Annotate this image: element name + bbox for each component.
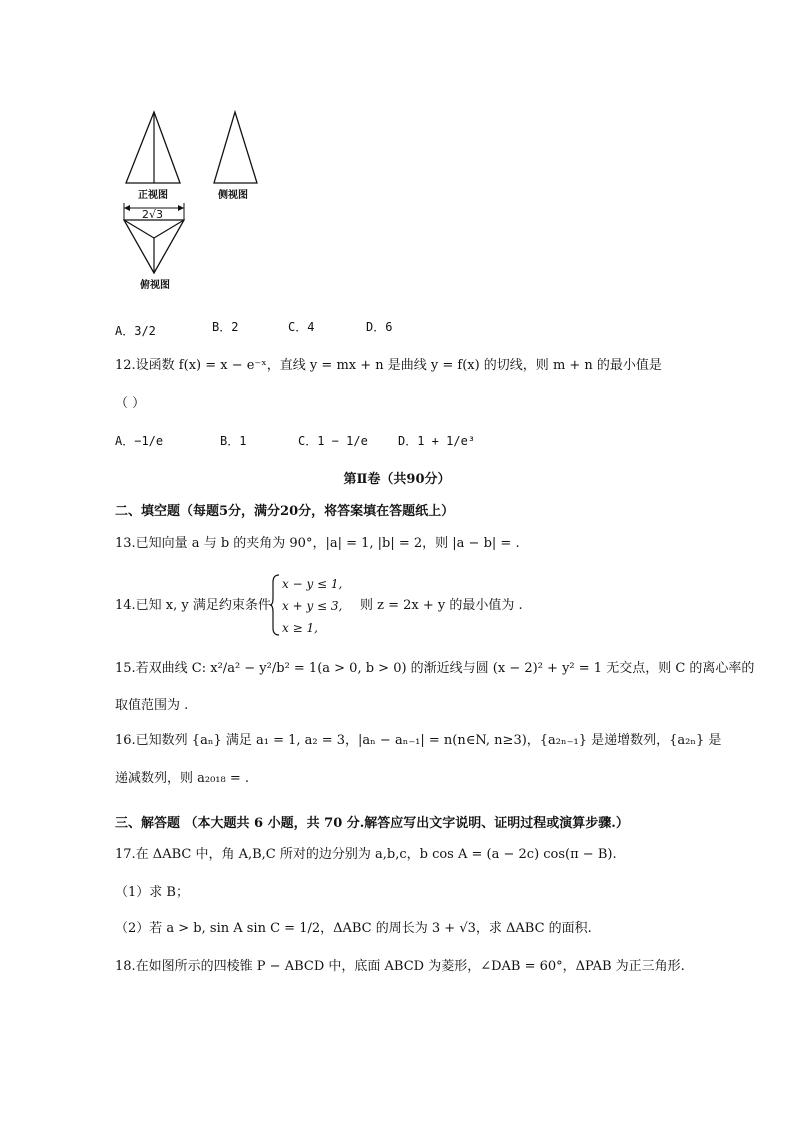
q11-option-d: D．6: [366, 320, 393, 334]
dimension-arrow-right: [178, 205, 184, 211]
section2-heading: 二、填空题（每题5分，满分20分，将答案填在答题纸上）: [115, 504, 455, 519]
q12-option-a: A．−1/e: [115, 434, 164, 448]
side-view-triangle: [214, 112, 257, 183]
q12-option-d: D．1 + 1/e³: [398, 434, 476, 448]
q12-paren: （ ）: [115, 396, 146, 411]
dimension-label: 2√3: [142, 208, 164, 221]
front-view-triangle: [126, 112, 180, 183]
part2-title: 第Ⅱ卷（共90分）: [343, 472, 451, 487]
q14-suffix: 则 z = 2x + y 的最小值为 .: [360, 598, 523, 613]
q12-option-b: B．1: [220, 434, 247, 448]
q15-line1: 15.若双曲线 C: x²/a² − y²/b² = 1(a > 0, b > 0) 的渐近线与圆 (x − 2)² + y² = 1 无交点，则 C 的离心率的: [115, 661, 755, 676]
q13: 13.已知向量 a 与 b 的夹角为 90°，|a| = 1, |b| = 2，则 |a − b| = .: [115, 536, 520, 551]
side-view-label: 侧视图: [218, 190, 248, 201]
q14-brace: [270, 574, 280, 636]
q11-option-c: C．4: [288, 320, 315, 334]
q16-line1: 16.已知数列 {aₙ} 满足 a₁ = 1, a₂ = 3，|aₙ − aₙ₋₁| = n(n∈N, n≥3)，{a₂ₙ₋₁} 是递增数列，{a₂ₙ} 是: [115, 733, 722, 748]
q11-option-b: B．2: [212, 320, 239, 334]
q16-line2: 递减数列，则 a₂₀₁₈ = .: [115, 771, 250, 786]
q12-stem: 12.设函数 f(x) = x − e⁻ˣ，直线 y = mx + n 是曲线 y = f(x) 的切线，则 m + n 的最小值是: [115, 358, 662, 373]
q14-constraint-2: x + y ≤ 3,: [282, 599, 343, 613]
dimension-arrow-left: [124, 205, 130, 211]
q15-line2: 取值范围为 .: [115, 698, 189, 713]
q17-stem: 17.在 ΔABC 中，角 A,B,C 所对的边分别为 a,b,c，b cos A = (a − 2c) cos(π − B).: [115, 847, 617, 862]
three-view-figure: [118, 108, 278, 293]
q14-prefix: 14.已知 x, y 满足约束条件: [115, 598, 271, 613]
q17-part1: （1）求 B；: [115, 885, 189, 900]
front-view-label: 正视图: [138, 190, 168, 201]
q18-stem: 18.在如图所示的四棱锥 P − ABCD 中，底面 ABCD 为菱形，∠DAB = 60°，ΔPAB 为正三角形.: [115, 959, 685, 974]
q11-option-a: A．3/2: [115, 324, 156, 338]
q14-constraint-1: x − y ≤ 1,: [282, 577, 343, 591]
top-view-label: 俯视图: [140, 280, 170, 291]
q17-part2: （2）若 a > b, sin A sin C = 1/2，ΔABC 的周长为 3 + √3，求 ΔABC 的面积.: [115, 921, 592, 936]
section3-heading: 三、解答题 （本大题共 6 小题，共 70 分.解答应写出文字说明、证明过程或演算步骤.）: [115, 816, 629, 831]
q14-constraint-3: x ≥ 1,: [282, 621, 318, 635]
q12-option-c: C．1 − 1/e: [298, 434, 368, 448]
